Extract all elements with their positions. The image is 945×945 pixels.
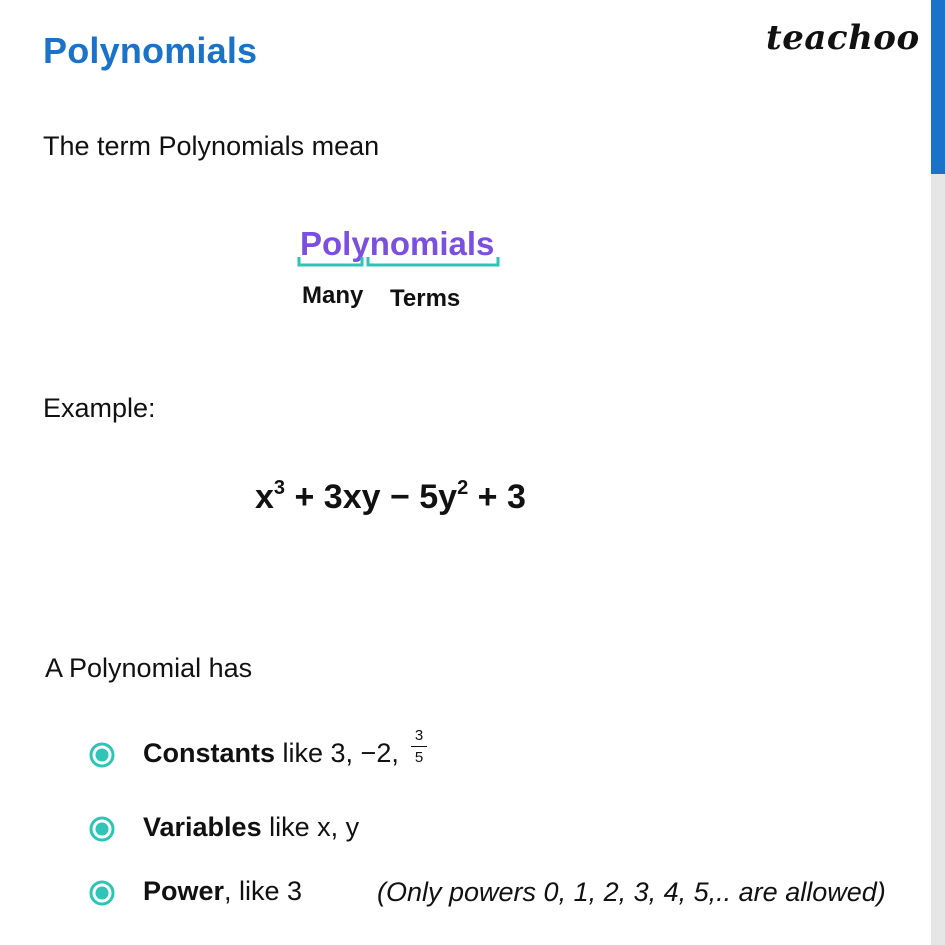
intro-text: The term Polynomials mean xyxy=(43,131,380,161)
part-label-many: Many xyxy=(302,282,364,309)
part-label-terms: Terms xyxy=(390,285,461,312)
bullet-text xyxy=(143,876,302,907)
list-item-constants xyxy=(87,727,945,788)
target-bullet-icon xyxy=(87,740,117,770)
polynomial-expression xyxy=(255,478,526,517)
bullet-desc: , like 3 xyxy=(224,876,303,906)
side-rail-accent xyxy=(931,0,945,174)
powers-note: (Only powers 0, 1, 2, 3, 4, 5,.. are allowed) xyxy=(377,877,886,907)
bullet-text xyxy=(143,812,359,843)
expr-x-exponent: 3 xyxy=(273,477,286,499)
has-label: A Polynomial has xyxy=(45,653,253,683)
bullet-term: Power xyxy=(143,876,225,906)
expr-x: x xyxy=(255,478,274,516)
target-bullet-icon xyxy=(87,878,117,908)
bullet-desc: like x, y xyxy=(261,812,360,842)
page-title: Polynomials xyxy=(43,30,258,71)
brace-many xyxy=(299,257,362,265)
bullet-term: Constants xyxy=(143,738,276,768)
underbrace-graphic xyxy=(296,255,506,273)
bullet-desc: like 3, −2, xyxy=(275,738,399,768)
fraction xyxy=(411,727,427,767)
fraction-bar xyxy=(411,746,427,747)
fraction-numerator: 3 xyxy=(414,727,424,744)
target-bullet-icon xyxy=(87,814,117,844)
teachoo-logo: teachoo xyxy=(766,18,920,58)
bullet-term: Variables xyxy=(143,812,262,842)
fraction-denominator: 5 xyxy=(414,749,424,766)
word-breakdown xyxy=(296,225,506,315)
list-item-variables xyxy=(87,812,945,862)
example-label: Example: xyxy=(43,393,156,423)
brace-terms xyxy=(368,257,498,265)
bullet-text xyxy=(143,738,399,769)
highlighted-word: Polynomials xyxy=(300,225,495,262)
expr-end: + 3 xyxy=(468,478,526,516)
expr-y-exponent: 2 xyxy=(457,477,469,499)
expr-middle: + 3xy − 5y xyxy=(285,478,458,516)
